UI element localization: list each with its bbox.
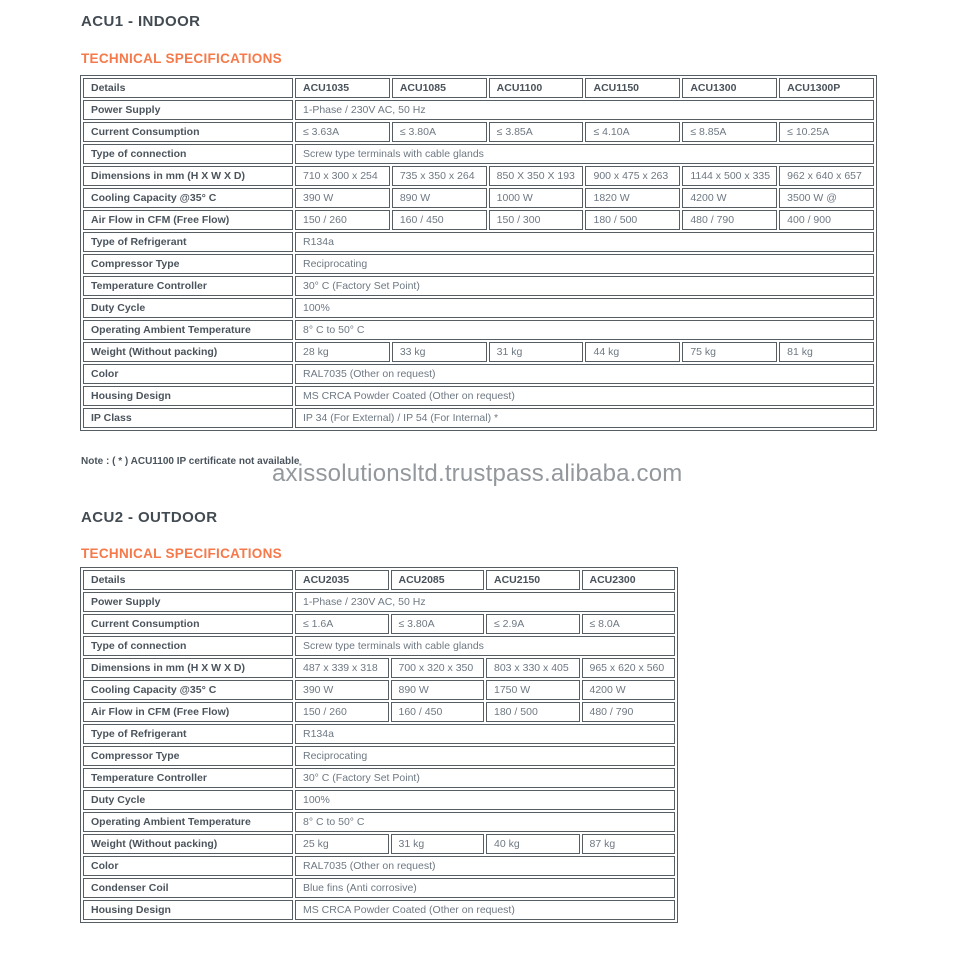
row-value-span: R134a	[295, 232, 874, 252]
table-row	[83, 680, 675, 700]
row-value: 390 W	[295, 188, 390, 208]
table-row	[83, 298, 874, 318]
row-value: ≤ 3.80A	[391, 614, 485, 634]
table-row	[83, 790, 675, 810]
row-value: 487 x 339 x 318	[295, 658, 389, 678]
row-value: ≤ 1.6A	[295, 614, 389, 634]
table-row	[83, 342, 874, 362]
row-label: Duty Cycle	[83, 298, 293, 318]
footnote-ip-certificate: Note : ( * ) ACU1100 IP certificate not available	[81, 456, 300, 467]
row-value: 81 kg	[779, 342, 874, 362]
row-value: 28 kg	[295, 342, 390, 362]
row-label: Color	[83, 856, 293, 876]
table-header-row	[83, 78, 874, 98]
row-label: Weight (Without packing)	[83, 834, 293, 854]
row-value: 965 x 620 x 560	[582, 658, 676, 678]
row-value: 390 W	[295, 680, 389, 700]
row-value: ≤ 3.80A	[392, 122, 487, 142]
row-label: Type of connection	[83, 636, 293, 656]
table-row	[83, 768, 675, 788]
spec-table-indoor	[80, 75, 877, 431]
row-value-span: 30° C (Factory Set Point)	[295, 768, 675, 788]
row-label: Housing Design	[83, 386, 293, 406]
row-value: 3500 W @	[779, 188, 874, 208]
row-value-span: RAL7035 (Other on request)	[295, 856, 675, 876]
row-value: 31 kg	[391, 834, 485, 854]
row-label: Operating Ambient Temperature	[83, 812, 293, 832]
row-value: 180 / 500	[486, 702, 580, 722]
row-value-span: Screw type terminals with cable glands	[295, 144, 874, 164]
table-row	[83, 592, 675, 612]
row-value: 890 W	[392, 188, 487, 208]
table-row	[83, 702, 675, 722]
table-row	[83, 100, 874, 120]
table-row	[83, 232, 874, 252]
row-value: 962 x 640 x 657	[779, 166, 874, 186]
row-label: Color	[83, 364, 293, 384]
row-value-span: Reciprocating	[295, 746, 675, 766]
row-value: ≤ 3.63A	[295, 122, 390, 142]
row-label: IP Class	[83, 408, 293, 428]
table-row	[83, 900, 675, 920]
column-header: ACU1085	[392, 78, 487, 98]
column-header: ACU1035	[295, 78, 390, 98]
table-row	[83, 614, 675, 634]
row-value-span: Screw type terminals with cable glands	[295, 636, 675, 656]
row-value: ≤ 3.85A	[489, 122, 584, 142]
table-row	[83, 188, 874, 208]
table-row	[83, 386, 874, 406]
row-value: 900 x 475 x 263	[585, 166, 680, 186]
table-row	[83, 724, 675, 744]
row-label: Temperature Controller	[83, 276, 293, 296]
row-value: 480 / 790	[582, 702, 676, 722]
column-header: ACU1150	[585, 78, 680, 98]
table-row	[83, 636, 675, 656]
table-row	[83, 746, 675, 766]
row-value-span: Reciprocating	[295, 254, 874, 274]
row-value: 1750 W	[486, 680, 580, 700]
row-value: 480 / 790	[682, 210, 777, 230]
row-value-span: 100%	[295, 298, 874, 318]
row-value: ≤ 8.0A	[582, 614, 676, 634]
table-row	[83, 856, 675, 876]
row-value-span: 1-Phase / 230V AC, 50 Hz	[295, 592, 675, 612]
row-value-span: MS CRCA Powder Coated (Other on request)	[295, 386, 874, 406]
row-value: 180 / 500	[585, 210, 680, 230]
column-header: ACU2035	[295, 570, 389, 590]
row-label: Cooling Capacity @35° C	[83, 188, 293, 208]
section-subtitle-outdoor: TECHNICAL SPECIFICATIONS	[81, 546, 282, 561]
row-value-span: 8° C to 50° C	[295, 812, 675, 832]
row-label: Operating Ambient Temperature	[83, 320, 293, 340]
row-value: 31 kg	[489, 342, 584, 362]
table-header-row	[83, 570, 675, 590]
table-row	[83, 210, 874, 230]
table-row	[83, 878, 675, 898]
column-header: ACU1300	[682, 78, 777, 98]
row-value: 160 / 450	[392, 210, 487, 230]
table-row	[83, 812, 675, 832]
row-value-span: 8° C to 50° C	[295, 320, 874, 340]
table-row	[83, 408, 874, 428]
row-value: 44 kg	[585, 342, 680, 362]
row-label: Type of Refrigerant	[83, 232, 293, 252]
row-value-span: MS CRCA Powder Coated (Other on request)	[295, 900, 675, 920]
row-value: 850 X 350 X 193	[489, 166, 584, 186]
row-value: 150 / 260	[295, 702, 389, 722]
table-row	[83, 320, 874, 340]
table-row	[83, 166, 874, 186]
column-header: ACU1100	[489, 78, 584, 98]
column-header: ACU2300	[582, 570, 676, 590]
row-value: 890 W	[391, 680, 485, 700]
row-value-span: Blue fins (Anti corrosive)	[295, 878, 675, 898]
column-header: Details	[83, 570, 293, 590]
row-label: Current Consumption	[83, 122, 293, 142]
table-row	[83, 122, 874, 142]
row-value: ≤ 8.85A	[682, 122, 777, 142]
row-value: 803 x 330 x 405	[486, 658, 580, 678]
column-header: Details	[83, 78, 293, 98]
row-label: Temperature Controller	[83, 768, 293, 788]
row-label: Power Supply	[83, 592, 293, 612]
column-header: ACU2150	[486, 570, 580, 590]
row-label: Dimensions in mm (H X W X D)	[83, 658, 293, 678]
row-value: 1000 W	[489, 188, 584, 208]
row-value-span: IP 34 (For External) / IP 54 (For Internal) *	[295, 408, 874, 428]
row-label: Dimensions in mm (H X W X D)	[83, 166, 293, 186]
table-row	[83, 144, 874, 164]
column-header: ACU1300P	[779, 78, 874, 98]
row-label: Current Consumption	[83, 614, 293, 634]
row-value: 75 kg	[682, 342, 777, 362]
row-value: ≤ 2.9A	[486, 614, 580, 634]
row-value: 25 kg	[295, 834, 389, 854]
row-value: 4200 W	[682, 188, 777, 208]
row-label: Power Supply	[83, 100, 293, 120]
section-title-indoor: ACU1 - INDOOR	[81, 13, 201, 30]
section-subtitle-indoor: TECHNICAL SPECIFICATIONS	[81, 51, 282, 66]
row-label: Duty Cycle	[83, 790, 293, 810]
row-value: 4200 W	[582, 680, 676, 700]
row-value-span: 30° C (Factory Set Point)	[295, 276, 874, 296]
row-value: 1144 x 500 x 335	[682, 166, 777, 186]
row-value: 710 x 300 x 254	[295, 166, 390, 186]
row-value-span: RAL7035 (Other on request)	[295, 364, 874, 384]
row-value-span: R134a	[295, 724, 675, 744]
row-label: Housing Design	[83, 900, 293, 920]
row-label: Condenser Coil	[83, 878, 293, 898]
table-row	[83, 364, 874, 384]
row-value: ≤ 4.10A	[585, 122, 680, 142]
section-title-outdoor: ACU2 - OUTDOOR	[81, 509, 218, 526]
row-value: 87 kg	[582, 834, 676, 854]
row-value: 33 kg	[392, 342, 487, 362]
row-label: Cooling Capacity @35° C	[83, 680, 293, 700]
row-label: Air Flow in CFM (Free Flow)	[83, 210, 293, 230]
row-label: Compressor Type	[83, 746, 293, 766]
row-value: 40 kg	[486, 834, 580, 854]
row-label: Type of Refrigerant	[83, 724, 293, 744]
column-header: ACU2085	[391, 570, 485, 590]
row-value: 735 x 350 x 264	[392, 166, 487, 186]
row-label: Type of connection	[83, 144, 293, 164]
table-row	[83, 276, 874, 296]
row-value: 700 x 320 x 350	[391, 658, 485, 678]
row-label: Weight (Without packing)	[83, 342, 293, 362]
table-row	[83, 254, 874, 274]
table-row	[83, 834, 675, 854]
row-value: 160 / 450	[391, 702, 485, 722]
row-value: 150 / 300	[489, 210, 584, 230]
spec-table-outdoor	[80, 567, 678, 923]
row-value-span: 100%	[295, 790, 675, 810]
row-value: 400 / 900	[779, 210, 874, 230]
row-value: 150 / 260	[295, 210, 390, 230]
table-row	[83, 658, 675, 678]
row-label: Air Flow in CFM (Free Flow)	[83, 702, 293, 722]
watermark-text: axissolutionsltd.trustpass.alibaba.com	[272, 460, 683, 487]
row-label: Compressor Type	[83, 254, 293, 274]
row-value-span: 1-Phase / 230V AC, 50 Hz	[295, 100, 874, 120]
row-value: 1820 W	[585, 188, 680, 208]
row-value: ≤ 10.25A	[779, 122, 874, 142]
